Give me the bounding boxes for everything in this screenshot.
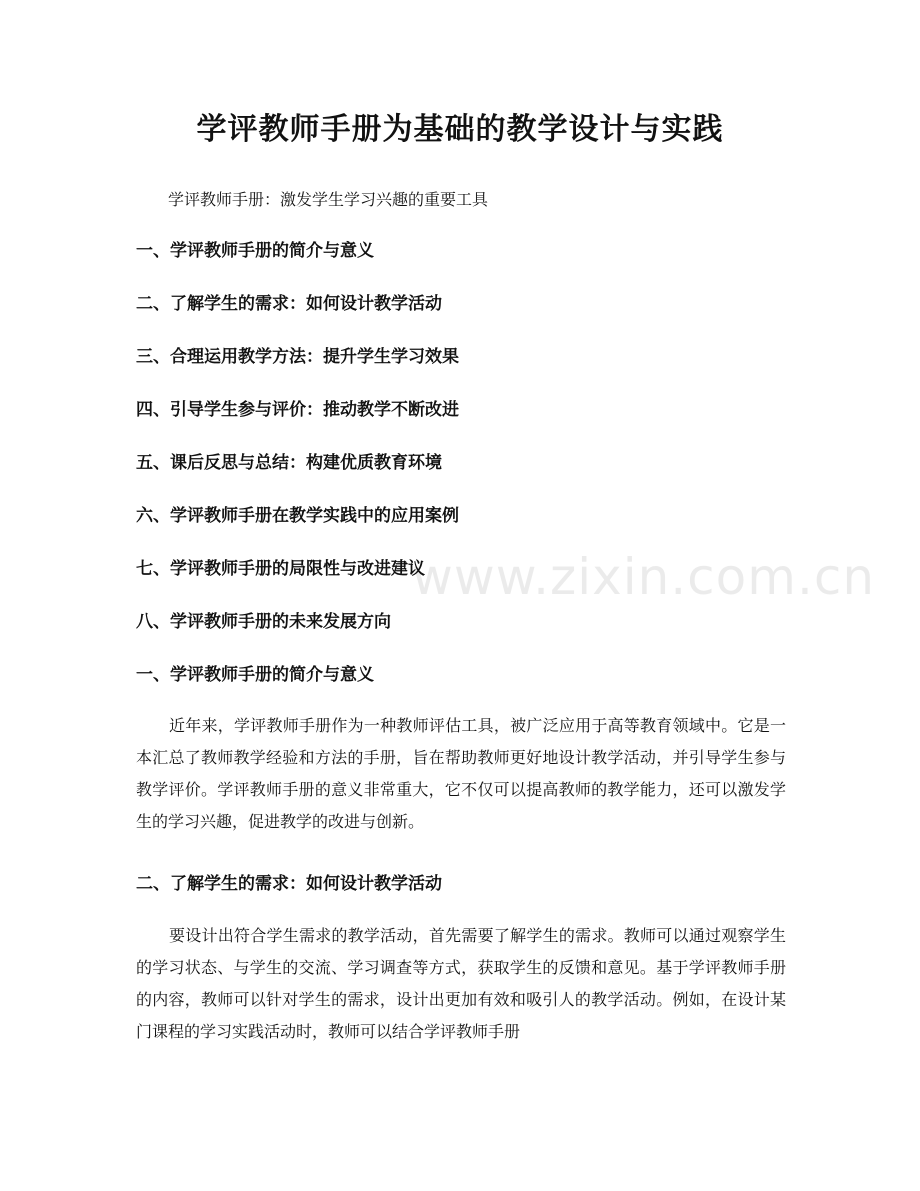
toc-item: 三、合理运用教学方法：提升学生学习效果 [136, 347, 459, 367]
section-heading: 一、学评教师手册的简介与意义 [136, 665, 374, 685]
toc-item: 二、了解学生的需求：如何设计教学活动 [136, 294, 442, 314]
toc-item: 八、学评教师手册的未来发展方向 [136, 612, 391, 632]
section-paragraph: 要设计出符合学生需求的教学活动，首先需要了解学生的需求。教师可以通过观察学生的学习状态、与学生的交流、学习调查等方式，获取学生的反馈和意见。基于学评教师手册的内容，教师可以针对学生的需求，设计出更加有效和吸引人的教学活动。例如，在设计某门课程的学习实践活动时，教师可以结合学评教师手册 [136, 926, 786, 1041]
toc-item: 七、学评教师手册的局限性与改进建议 [136, 559, 425, 579]
document-title: 学评教师手册为基础的教学设计与实践 [196, 112, 724, 147]
toc-item: 六、学评教师手册在教学实践中的应用案例 [136, 506, 459, 526]
table-of-contents [136, 236, 459, 660]
document-subtitle: 学评教师手册：激发学生学习兴趣的重要工具 [168, 190, 489, 209]
watermark: www.zixin.com.cn [412, 548, 876, 606]
toc-item: 一、学评教师手册的简介与意义 [136, 241, 374, 261]
toc-item: 五、课后反思与总结：构建优质教育环境 [136, 453, 442, 473]
toc-item: 四、引导学生参与评价：推动教学不断改进 [136, 400, 459, 420]
section-paragraph: 近年来，学评教师手册作为一种教师评估工具，被广泛应用于高等教育领域中。它是一本汇总了教师教学经验和方法的手册，旨在帮助教师更好地设计教学活动，并引导学生参与教学评价。学评教师手册的意义非常重大，它不仅可以提高教师的教学能力，还可以激发学生的学习兴趣，促进教学的改进与创新。 [136, 716, 786, 831]
section-heading: 二、了解学生的需求：如何设计教学活动 [136, 874, 442, 894]
